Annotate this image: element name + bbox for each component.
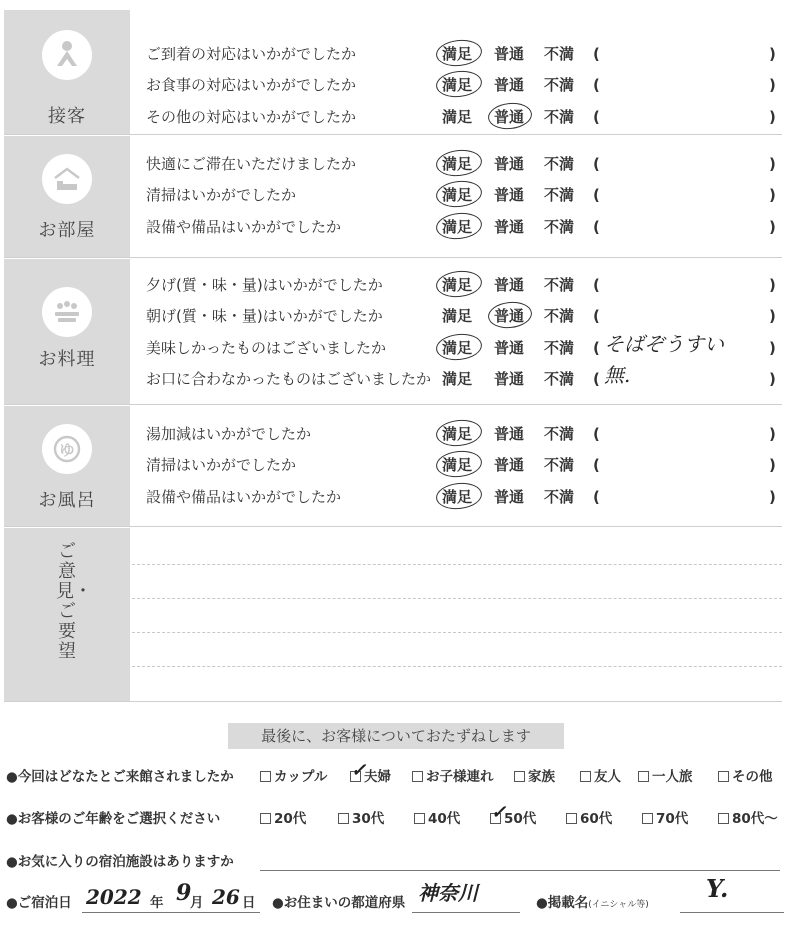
close-paren: ) <box>769 488 776 506</box>
option-normal[interactable]: 普通 <box>494 218 525 236</box>
option-satisfied[interactable]: 満足 <box>442 456 473 474</box>
close-paren: ) <box>769 155 776 173</box>
question-row <box>146 363 780 391</box>
age-question: ●お客様のご年齢をご選択ください <box>6 811 221 827</box>
checkbox[interactable] <box>642 813 653 824</box>
open-paren: ( <box>593 218 600 236</box>
checkbox-label: その他 <box>732 769 773 785</box>
checkbox[interactable] <box>514 771 525 782</box>
option-dissatisfied[interactable]: 不満 <box>544 488 575 506</box>
close-paren: ) <box>769 456 776 474</box>
companion-row <box>6 760 796 788</box>
person-icon <box>42 30 92 80</box>
option-normal[interactable]: 普通 <box>494 425 525 443</box>
stay-date-label: ●ご宿泊日 <box>6 895 72 911</box>
checkbox[interactable] <box>338 813 349 824</box>
option-satisfied[interactable]: 満足 <box>442 108 473 126</box>
option-normal[interactable]: 普通 <box>494 186 525 204</box>
checkbox-label: 夫婦 <box>364 769 391 785</box>
checkbox[interactable] <box>566 813 577 824</box>
favorite-question: ●お気に入りの宿泊施設はありますか <box>6 854 234 870</box>
checkbox[interactable] <box>260 771 271 782</box>
check-mark: ✓ <box>491 802 507 823</box>
open-paren: ( <box>593 76 600 94</box>
closing-banner: 最後に、お客様についておたずねします <box>228 723 564 749</box>
option-satisfied[interactable]: 満足 <box>442 276 473 294</box>
question-row <box>146 332 780 360</box>
option-dissatisfied[interactable]: 不満 <box>544 370 575 388</box>
question-text: 清掃はいかがでしたか <box>146 456 297 474</box>
question-row <box>146 183 780 207</box>
open-paren: ( <box>593 186 600 204</box>
room-icon <box>42 154 92 204</box>
question-row <box>146 485 780 509</box>
checkbox-label: 60代 <box>580 811 613 827</box>
option-dissatisfied[interactable]: 不満 <box>544 45 575 63</box>
checkbox-label: 一人旅 <box>652 769 693 785</box>
initial-line[interactable] <box>680 912 784 913</box>
dish-icon <box>42 287 92 337</box>
option-satisfied[interactable]: 満足 <box>442 76 473 94</box>
checkbox-label: カップル <box>274 769 328 785</box>
option-normal[interactable]: 普通 <box>494 339 525 357</box>
question-text: 朝げ(質・味・量)はいかがでしたか <box>146 307 383 325</box>
companion-option[interactable] <box>638 766 693 788</box>
checkbox-label: 家族 <box>528 769 555 785</box>
section-category: 接客 <box>48 106 86 127</box>
bath-icon <box>42 424 92 474</box>
question-row <box>146 105 780 129</box>
checkbox-label: 70代 <box>656 811 689 827</box>
companion-option[interactable] <box>260 766 327 788</box>
stay-row <box>6 874 796 914</box>
checkbox-label: 30代 <box>352 811 385 827</box>
question-row <box>146 152 780 176</box>
age-option[interactable] <box>718 808 778 830</box>
checkbox[interactable] <box>718 813 729 824</box>
companion-option[interactable] <box>580 766 621 788</box>
companion-question: ●今回はどなたとご来館されましたか <box>6 769 234 785</box>
close-paren: ) <box>769 218 776 236</box>
open-paren: ( <box>593 45 600 63</box>
age-option[interactable] <box>260 808 306 830</box>
option-normal[interactable]: 普通 <box>494 456 525 474</box>
question-text: ご到着の対応はいかがでしたか <box>146 45 357 63</box>
option-dissatisfied[interactable]: 不満 <box>544 425 575 443</box>
checkbox-label: 友人 <box>594 769 621 785</box>
question-text: 湯加減はいかがでしたか <box>146 425 312 443</box>
close-paren: ) <box>769 339 776 357</box>
option-satisfied[interactable]: 満足 <box>442 186 473 204</box>
option-dissatisfied[interactable]: 不満 <box>544 307 575 325</box>
section-category: お風呂 <box>38 490 96 511</box>
option-satisfied[interactable]: 満足 <box>442 155 473 173</box>
open-paren: ( <box>593 307 600 325</box>
checkbox-label: 80代〜 <box>732 811 778 827</box>
option-normal[interactable]: 普通 <box>494 108 525 126</box>
companion-option[interactable] <box>514 766 555 788</box>
section-header <box>4 136 130 257</box>
option-normal[interactable]: 普通 <box>494 307 525 325</box>
age-option[interactable] <box>642 808 688 830</box>
writing-line[interactable] <box>132 598 782 599</box>
writing-line[interactable] <box>132 666 782 667</box>
day-unit: 日 <box>242 895 256 911</box>
question-text: 快適にご滞在いただけましたか <box>146 155 357 173</box>
close-paren: ) <box>769 186 776 204</box>
section-category: お料理 <box>38 349 96 370</box>
handwritten-note: 無. <box>604 363 631 387</box>
option-satisfied[interactable]: 満足 <box>442 370 473 388</box>
option-dissatisfied[interactable]: 不満 <box>544 108 575 126</box>
initial-sublabel: (イニシャル等) <box>588 900 649 910</box>
question-row <box>146 273 780 297</box>
question-text: 清掃はいかがでしたか <box>146 186 297 204</box>
option-dissatisfied[interactable]: 不満 <box>544 276 575 294</box>
open-paren: ( <box>593 488 600 506</box>
companion-option[interactable] <box>718 766 773 788</box>
svg-text:ゆ: ゆ <box>59 441 75 459</box>
option-satisfied[interactable]: 満足 <box>442 425 473 443</box>
checkbox-label: お子様連れ <box>426 769 494 785</box>
handwritten-note: そばぞうすい <box>604 332 724 356</box>
question-text: 夕げ(質・味・量)はいかがでしたか <box>146 276 383 294</box>
question-row <box>146 73 780 97</box>
question-text: 設備や備品はいかがでしたか <box>146 218 342 236</box>
question-text: 設備や備品はいかがでしたか <box>146 488 342 506</box>
age-option[interactable] <box>414 808 460 830</box>
writing-line[interactable] <box>132 564 782 565</box>
section-header <box>4 259 130 404</box>
writing-line[interactable] <box>132 632 782 633</box>
close-paren: ) <box>769 76 776 94</box>
open-paren: ( <box>593 276 600 294</box>
checkbox-label: 50代 <box>504 811 537 827</box>
checkbox-label: 40代 <box>428 811 461 827</box>
favorite-answer-line[interactable] <box>260 870 780 871</box>
option-normal[interactable]: 普通 <box>494 488 525 506</box>
year-unit: 年 <box>150 895 164 911</box>
close-paren: ) <box>769 370 776 388</box>
option-satisfied[interactable]: 満足 <box>442 307 473 325</box>
open-paren: ( <box>593 370 600 388</box>
initial-label <box>536 892 649 916</box>
option-satisfied[interactable]: 満足 <box>442 45 473 63</box>
open-paren: ( <box>593 339 600 357</box>
question-row <box>146 453 780 477</box>
option-dissatisfied[interactable]: 不満 <box>544 456 575 474</box>
close-paren: ) <box>769 108 776 126</box>
checkbox[interactable] <box>718 771 729 782</box>
checkbox[interactable] <box>638 771 649 782</box>
option-dissatisfied[interactable]: 不満 <box>544 218 575 236</box>
favorite-row <box>6 851 796 873</box>
option-normal[interactable]: 普通 <box>494 370 525 388</box>
option-normal[interactable]: 普通 <box>494 76 525 94</box>
initial-label-text: ●掲載名 <box>536 895 589 911</box>
section-category: お部屋 <box>38 220 96 241</box>
option-dissatisfied[interactable]: 不満 <box>544 76 575 94</box>
question-row <box>146 304 780 328</box>
option-normal[interactable]: 普通 <box>494 276 525 294</box>
checkbox[interactable] <box>414 813 425 824</box>
age-option[interactable] <box>338 808 384 830</box>
section-header <box>4 10 130 134</box>
stay-year-value: 2022 <box>86 885 142 909</box>
opinion-header <box>4 528 130 701</box>
question-text: お口に合わなかったものはございましたか <box>146 370 432 388</box>
month-unit: 月 <box>190 895 204 911</box>
close-paren: ) <box>769 425 776 443</box>
age-option[interactable] <box>566 808 612 830</box>
stay-month-value: 9 <box>176 880 192 906</box>
close-paren: ) <box>769 307 776 325</box>
checkbox[interactable] <box>412 771 423 782</box>
question-row <box>146 42 780 66</box>
prefecture-label: ●お住まいの都道府県 <box>272 895 406 911</box>
prefecture-value: 神奈川 <box>418 881 478 905</box>
option-dissatisfied[interactable]: 不満 <box>544 186 575 204</box>
option-satisfied[interactable]: 満足 <box>442 339 473 357</box>
age-row <box>6 802 796 830</box>
question-row <box>146 215 780 239</box>
open-paren: ( <box>593 425 600 443</box>
question-text: お食事の対応はいかがでしたか <box>146 76 357 94</box>
opinion-box <box>4 528 782 702</box>
section-header <box>4 406 130 526</box>
option-normal[interactable]: 普通 <box>494 45 525 63</box>
open-paren: ( <box>593 155 600 173</box>
open-paren: ( <box>593 108 600 126</box>
option-satisfied[interactable]: 満足 <box>442 218 473 236</box>
option-normal[interactable]: 普通 <box>494 155 525 173</box>
initial-value: Y. <box>706 874 729 903</box>
checkbox-label: 20代 <box>274 811 307 827</box>
question-text: その他の対応はいかがでしたか <box>146 108 357 126</box>
stay-date-line[interactable] <box>82 912 260 913</box>
open-paren: ( <box>593 456 600 474</box>
check-mark: ✓ <box>351 760 367 781</box>
stay-day-value: 26 <box>212 885 240 909</box>
option-satisfied[interactable]: 満足 <box>442 488 473 506</box>
close-paren: ) <box>769 276 776 294</box>
checkbox[interactable] <box>580 771 591 782</box>
prefecture-line[interactable] <box>412 912 520 913</box>
checkbox[interactable] <box>260 813 271 824</box>
option-dissatisfied[interactable]: 不満 <box>544 155 575 173</box>
companion-option[interactable] <box>412 766 494 788</box>
opinion-title: ご意見・ご要望 <box>56 541 92 662</box>
question-text: 美味しかったものはございましたか <box>146 339 387 357</box>
question-row <box>146 422 780 446</box>
close-paren: ) <box>769 45 776 63</box>
option-dissatisfied[interactable]: 不満 <box>544 339 575 357</box>
